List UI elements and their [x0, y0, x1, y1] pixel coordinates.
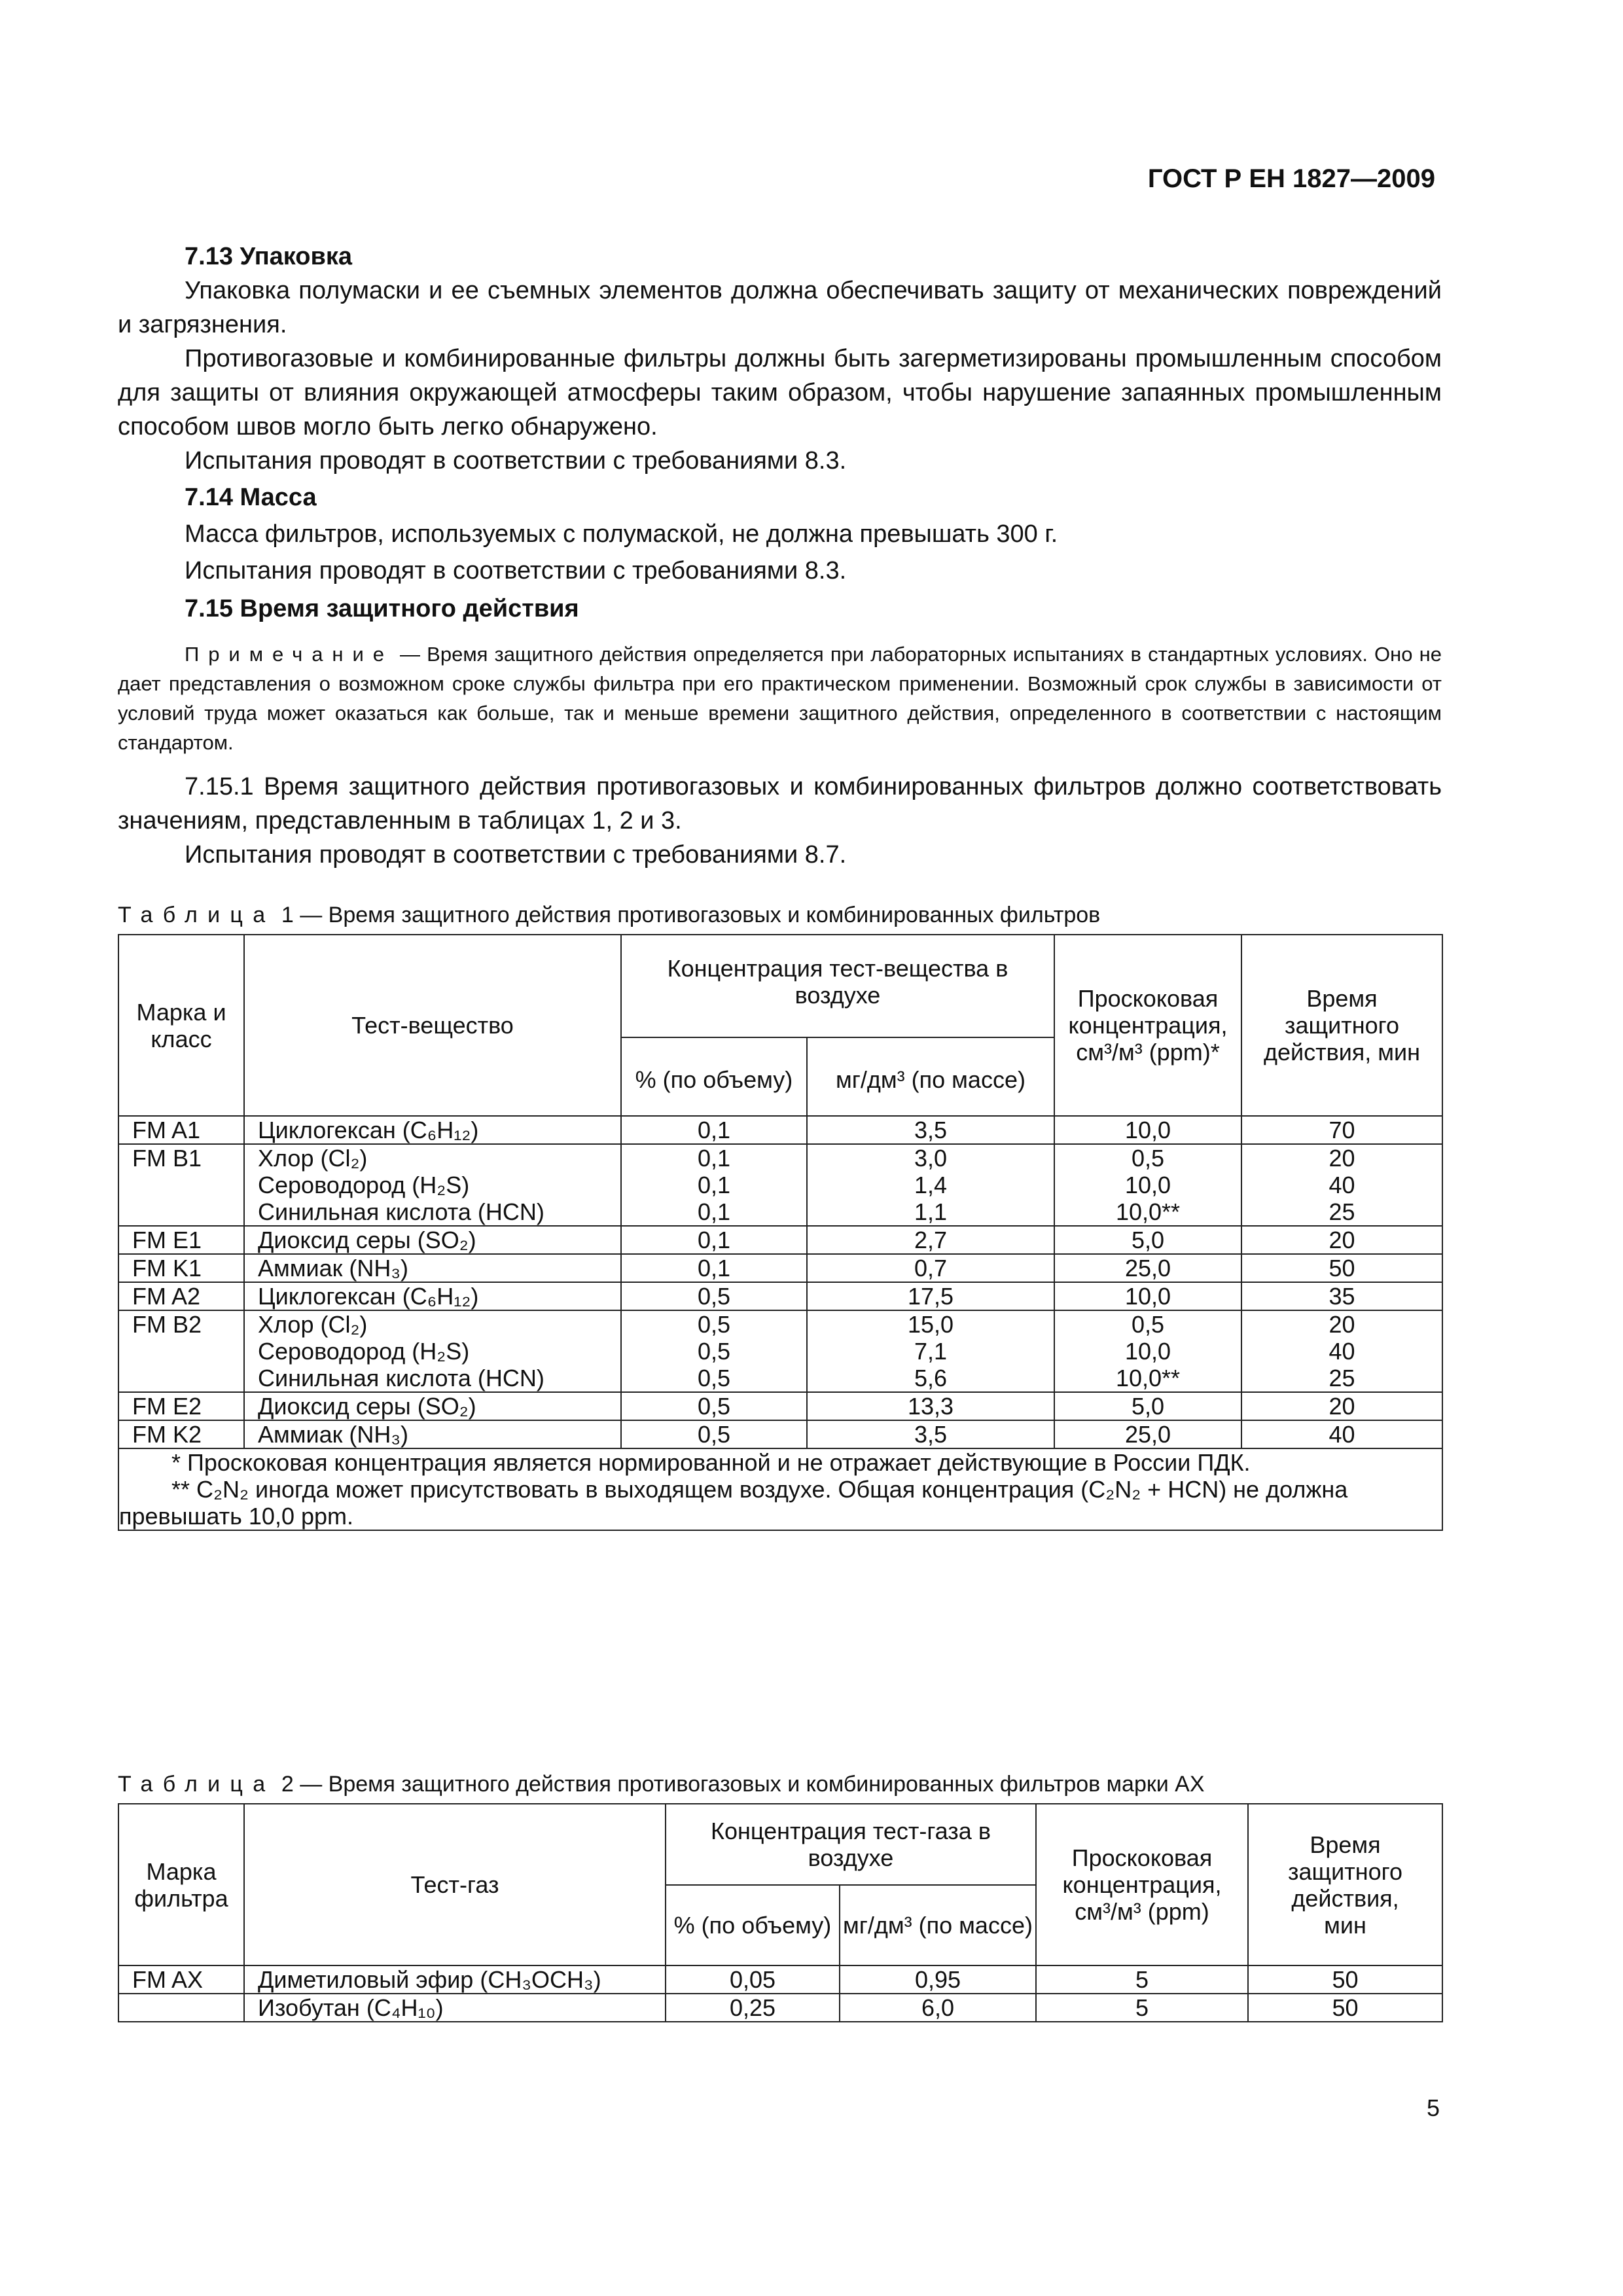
paragraph: Упаковка полумаски и ее съемных элементов должна обеспечивать защиту от механических повреждений и загрязнения.: [118, 277, 1442, 338]
caption-text: 1 — Время защитного действия противогазовых и комбинированных фильтров: [275, 903, 1101, 927]
section-heading-7-14: 7.14 Масса: [185, 484, 317, 511]
header-percent-volume: % (по объему): [621, 1037, 807, 1116]
note-label: Примечание: [185, 643, 393, 666]
cell-mark: FM AX: [118, 1965, 244, 1994]
table-row: [118, 1392, 1442, 1420]
table-2-caption: [118, 1768, 1205, 1800]
header-gas: Тест-газ: [244, 1804, 666, 1965]
cell-gas: Диметиловый эфир (CH₃OCH₃): [244, 1965, 666, 1994]
header-mark: Марка и класс: [118, 935, 244, 1116]
caption-label: Таблица: [118, 903, 276, 927]
cell-time: 40: [1241, 1420, 1442, 1448]
cell-mark: FM B1: [118, 1144, 244, 1226]
cell-substance: Аммиак (NH₃): [244, 1420, 621, 1448]
cell-pct: 0,5: [621, 1420, 807, 1448]
cell-pct: 0,5 0,5 0,5: [621, 1310, 807, 1392]
table-row: [118, 1420, 1442, 1448]
page-number: 5: [1426, 2094, 1440, 2121]
table-row: [118, 1254, 1442, 1282]
cell-mark: FM E2: [118, 1392, 244, 1420]
paragraph: 7.15.1 Время защитного действия противогазовых и комбинированных фильтров должно соответствовать значениям, представленным в таблицах 1, 2 и 3.: [118, 773, 1442, 834]
table-row: [118, 1144, 1442, 1226]
cell-substance: Хлор (Cl₂) Сероводород (H₂S) Синильная кислота (HCN): [244, 1310, 621, 1392]
cell-time: 50: [1248, 1965, 1442, 1994]
cell-mg: 15,0 7,1 5,6: [807, 1310, 1054, 1392]
table-row: [118, 1116, 1442, 1144]
table-1-caption: [118, 899, 1100, 931]
cell-time: 50: [1248, 1994, 1442, 2022]
cell-pct: 0,1: [621, 1116, 807, 1144]
header-concentration: Концентрация тест-газа в воздухе: [666, 1804, 1036, 1885]
header-mark: Марка фильтра: [118, 1804, 244, 1965]
cell-pct: 0,1: [621, 1226, 807, 1254]
cell-time: 20 40 25: [1241, 1310, 1442, 1392]
header-protection-time: Время защитного действия, мин: [1248, 1804, 1442, 1965]
header-breakthrough: Проскоковая концентрация, см³/м³ (ppm): [1036, 1804, 1248, 1965]
cell-gas: Изобутан (C₄H₁₀): [244, 1994, 666, 2022]
cell-mg: 13,3: [807, 1392, 1054, 1420]
cell-mark: FM K1: [118, 1254, 244, 1282]
header-protection-time: Время защитного действия, мин: [1241, 935, 1442, 1116]
cell-mark: FM E1: [118, 1226, 244, 1254]
cell-mg: 0,7: [807, 1254, 1054, 1282]
cell-pct: 0,1: [621, 1254, 807, 1282]
table-row: [118, 1226, 1442, 1254]
footnote: * Проскоковая концентрация является нормированной и не отражает действующие в России ПДК.: [171, 1449, 1251, 1476]
cell-mark: [118, 1994, 244, 2022]
cell-ppm: 10,0: [1054, 1116, 1241, 1144]
cell-time: 20 40 25: [1241, 1144, 1442, 1226]
section-heading-7-15: 7.15 Время защитного действия: [185, 595, 579, 622]
header-breakthrough: Проскоковая концентрация, см³/м³ (ppm)*: [1054, 935, 1241, 1116]
section-heading-7-13: 7.13 Упаковка: [185, 243, 353, 270]
paragraph: Испытания проводят в соответствии с требованиями 8.7.: [185, 841, 847, 869]
cell-ppm: 0,5 10,0 10,0**: [1054, 1144, 1241, 1226]
cell-mg: 6,0: [840, 1994, 1036, 2022]
cell-time: 35: [1241, 1282, 1442, 1310]
cell-ppm: 5: [1036, 1994, 1248, 2022]
cell-mg: 2,7: [807, 1226, 1054, 1254]
cell-mg: 0,95: [840, 1965, 1036, 1994]
header-mg-mass: мг/дм³ (по массе): [807, 1037, 1054, 1116]
cell-pct: 0,5: [621, 1282, 807, 1310]
footnote: ** C₂N₂ иногда может присутствовать в выходящем воздухе. Общая концентрация (C₂N₂ + HCN) не должна превышать 10,0 ppm.: [119, 1476, 1348, 1530]
cell-ppm: 10,0: [1054, 1282, 1241, 1310]
cell-mg: 3,5: [807, 1420, 1054, 1448]
note-text: — Время защитного действия определяется при лабораторных испытаниях в стандартных условиях. Оно не дает представления о возможном сроке службы фильтра при его практическом применении. Возможный срок службы в зависимости от условий труда может оказаться как больше, так и меньше времени защитного действия, определенного в соответствии с настоящим стандартом.: [118, 643, 1442, 754]
cell-substance: Циклогексан (C₆H₁₂): [244, 1116, 621, 1144]
cell-substance: Диоксид серы (SO₂): [244, 1226, 621, 1254]
cell-ppm: 5,0: [1054, 1226, 1241, 1254]
cell-substance: Аммиак (NH₃): [244, 1254, 621, 1282]
cell-substance: Хлор (Cl₂) Сероводород (H₂S) Синильная кислота (HCN): [244, 1144, 621, 1226]
cell-substance: Диоксид серы (SO₂): [244, 1392, 621, 1420]
cell-mark: FM A2: [118, 1282, 244, 1310]
document-header: ГОСТ Р ЕН 1827—2009: [1147, 164, 1435, 193]
cell-time: 20: [1241, 1392, 1442, 1420]
cell-pct: 0,1 0,1 0,1: [621, 1144, 807, 1226]
table-1: [118, 934, 1443, 1531]
cell-mark: FM K2: [118, 1420, 244, 1448]
paragraph: Испытания проводят в соответствии с требованиями 8.3.: [185, 447, 847, 475]
cell-ppm: 5,0: [1054, 1392, 1241, 1420]
note: [118, 639, 1442, 757]
cell-mark: FM B2: [118, 1310, 244, 1392]
cell-mark: FM A1: [118, 1116, 244, 1144]
cell-mg: 3,0 1,4 1,1: [807, 1144, 1054, 1226]
cell-time: 70: [1241, 1116, 1442, 1144]
table-row: [118, 1994, 1442, 2022]
table-row: [118, 1310, 1442, 1392]
paragraph: Противогазовые и комбинированные фильтры должны быть загерметизированы промышленным способом для защиты от влияния окружающей атмосферы таким образом, чтобы нарушение запаянных промышленным способом швов могло быть легко обнаружено.: [118, 345, 1442, 440]
cell-time: 50: [1241, 1254, 1442, 1282]
table-row: [118, 1282, 1442, 1310]
cell-ppm: 0,5 10,0 10,0**: [1054, 1310, 1241, 1392]
header-mg-mass: мг/дм³ (по массе): [840, 1885, 1036, 1965]
caption-label: Таблица: [118, 1772, 276, 1797]
cell-ppm: 5: [1036, 1965, 1248, 1994]
table-2: [118, 1803, 1443, 2022]
cell-pct: 0,5: [621, 1392, 807, 1420]
cell-pct: 0,25: [666, 1994, 840, 2022]
cell-substance: Циклогексан (C₆H₁₂): [244, 1282, 621, 1310]
cell-mg: 17,5: [807, 1282, 1054, 1310]
cell-time: 20: [1241, 1226, 1442, 1254]
caption-text: 2 — Время защитного действия противогазовых и комбинированных фильтров марки АХ: [275, 1772, 1205, 1797]
header-percent-volume: % (по объему): [666, 1885, 840, 1965]
cell-pct: 0,05: [666, 1965, 840, 1994]
table-row: [118, 1965, 1442, 1994]
header-substance: Тест-вещество: [244, 935, 621, 1116]
table-1-footnotes: [118, 1448, 1442, 1530]
header-concentration: Концентрация тест-вещества в воздухе: [621, 935, 1054, 1037]
paragraph: Масса фильтров, используемых с полумаской, не должна превышать 300 г.: [185, 520, 1058, 548]
paragraph: Испытания проводят в соответствии с требованиями 8.3.: [185, 557, 847, 584]
cell-ppm: 25,0: [1054, 1254, 1241, 1282]
cell-mg: 3,5: [807, 1116, 1054, 1144]
cell-ppm: 25,0: [1054, 1420, 1241, 1448]
